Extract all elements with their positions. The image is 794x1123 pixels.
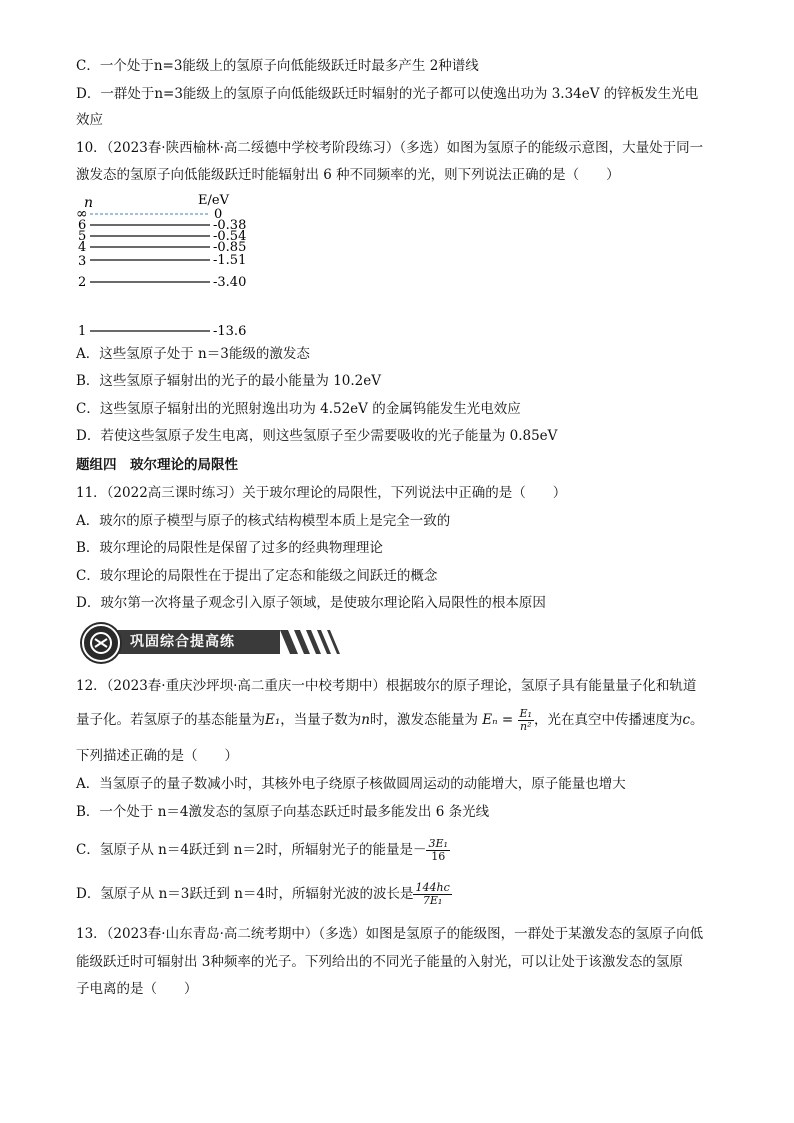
level-n-4: 4 bbox=[78, 240, 87, 255]
q12-text-a: 量子化。若氢原子的基态能量为 bbox=[76, 712, 265, 728]
q10-option-d: D．若使这些氢原子发生电离，则这些氢原子至少需要吸收的光子能量为 0.85eV bbox=[76, 428, 558, 444]
q11-option-d: D．玻尔第一次将量子观念引入原子领域，是使玻尔理论陷入局限性的根本原因 bbox=[76, 595, 546, 611]
level-n-5: 5 bbox=[78, 229, 87, 244]
q11-option-b: B．玻尔理论的局限性是保留了过多的经典物理理论 bbox=[76, 540, 383, 556]
banner-stripes-decoration bbox=[280, 630, 350, 654]
group4-heading: 题组四 玻尔理论的局限性 bbox=[76, 457, 238, 473]
q12-stem-line2 bbox=[76, 708, 704, 733]
q12-text-d: ，光在真空中传播速度为 bbox=[533, 712, 683, 728]
level-n-inf: ∞ bbox=[76, 206, 88, 222]
q12-option-d-fraction bbox=[413, 882, 451, 907]
q11-option-c: C．玻尔理论的局限性在于提出了定态和能级之间跃迁的概念 bbox=[76, 568, 438, 584]
level-e-6: -0.38 bbox=[213, 218, 247, 233]
q12-c: c bbox=[682, 712, 691, 728]
section-banner bbox=[78, 624, 274, 660]
swirl-icon bbox=[84, 626, 118, 660]
level-n-2: 2 bbox=[78, 275, 87, 290]
level-n-1: 1 bbox=[78, 324, 87, 339]
q10-option-c: C．这些氢原子辐射出的光照射逸出功为 4.52eV 的金属钨能发生光电效应 bbox=[76, 401, 521, 417]
q12-En-num: E₁ bbox=[519, 707, 532, 720]
q12-option-c-den: 16 bbox=[431, 850, 446, 863]
q12-E1: E₁ bbox=[265, 712, 281, 728]
diagram-e-label: E/eV bbox=[198, 193, 229, 208]
q10-option-b: B．这些氢原子辐射出的光子的最小能量为 10.2eV bbox=[76, 373, 382, 389]
q11-option-a: A．玻尔的原子模型与原子的核式结构模型本质上是完全一致的 bbox=[76, 513, 451, 529]
q12-option-c-sign: － bbox=[412, 842, 427, 858]
level-n-6: 6 bbox=[78, 218, 87, 233]
level-n-3: 3 bbox=[78, 254, 87, 269]
q12-stem-line3: 下列描述正确的是（ ） bbox=[76, 748, 238, 764]
badge-icon bbox=[82, 624, 120, 662]
diagram-n-label: n bbox=[84, 195, 94, 211]
q12-option-b: B．一个处于 n＝4激发态的氢原子向基态跃迁时最多能发出 6 条光线 bbox=[76, 804, 490, 820]
level-e-5: -0.54 bbox=[213, 229, 247, 244]
q12-text-c: 时，激发态能量为 bbox=[369, 712, 478, 728]
energy-level-diagram bbox=[70, 190, 270, 342]
q12-option-c-text: C．氢原子从 n＝4跃迁到 n＝2时，所辐射光子的能量是 bbox=[76, 842, 413, 858]
q12-option-c-fraction bbox=[426, 838, 449, 863]
q12-En-den: n² bbox=[519, 720, 532, 733]
q12-option-d bbox=[76, 882, 452, 907]
q12-n: n bbox=[361, 712, 370, 728]
q13-stem-cont2: 子电离的是（ ） bbox=[76, 981, 198, 997]
q9-option-c: C．一个处于n=3能级上的氢原子向低能级跃迁时最多产生 2种谱线 bbox=[76, 58, 479, 74]
q12-option-d-text: D．氢原子从 n＝3跃迁到 n＝4时，所辐射光波的波长是 bbox=[76, 886, 414, 902]
q12-stem: 12．（2023春·重庆沙坪坝·高二重庆一中校考期中）根据玻尔的原子理论，氢原子具有能量量子化和轨道 bbox=[76, 678, 697, 694]
q12-option-c-num: 3E₁ bbox=[428, 837, 448, 850]
q9-option-d-cont: 效应 bbox=[76, 112, 103, 128]
q12-option-c bbox=[76, 838, 450, 863]
q13-stem: 13．（2023春·山东青岛·高二统考期中）（多选）如图是氢原子的能级图，一群处于某激发态的氢原子向低 bbox=[76, 926, 704, 942]
level-e-1: -13.6 bbox=[213, 324, 247, 339]
q12-text-e: 。 bbox=[690, 712, 704, 728]
q13-stem-cont: 能级跃迁时可辐射出 3种频率的光子。下列给出的不同光子能量的入射光，可以让处于该激发态的氢原 bbox=[76, 954, 683, 970]
q12-option-a: A．当氢原子的量子数减小时，其核外电子绕原子核做圆周运动的动能增大，原子能量也增大 bbox=[76, 776, 626, 792]
q12-En: Eₙ = bbox=[482, 712, 514, 728]
q12-option-d-den: 7E₁ bbox=[422, 894, 443, 907]
level-e-3: -1.51 bbox=[213, 253, 247, 268]
q9-option-d: D．一群处于n=3能级上的氢原子向低能级跃迁时辐射的光子都可以使逸出功为 3.34eV 的锌板发生光电 bbox=[76, 86, 699, 102]
q12-text-b: ，当量子数为 bbox=[280, 712, 362, 728]
q12-option-d-num: 144hc bbox=[415, 881, 450, 894]
section-banner-label: 巩固综合提高练 bbox=[100, 630, 280, 654]
q10-stem: 10．（2023春·陕西榆林·高二绥德中学校考阶段练习）（多选）如图为氢原子的能级示意图，大量处于同一 bbox=[76, 140, 704, 156]
level-e-inf: 0 bbox=[214, 207, 223, 222]
q10-option-a: A．这些氢原子处于 n＝3能级的激发态 bbox=[76, 346, 310, 362]
q11-stem: 11．（2022高三课时练习）关于玻尔理论的局限性，下列说法中正确的是（ ） bbox=[76, 485, 567, 501]
level-e-4: -0.85 bbox=[213, 240, 247, 255]
q10-stem-cont: 激发态的氢原子向低能级跃迁时能辐射出 6 种不同频率的光，则下列说法正确的是（ ） bbox=[76, 167, 620, 183]
level-e-2: -3.40 bbox=[213, 275, 247, 290]
q12-En-fraction bbox=[518, 708, 534, 733]
